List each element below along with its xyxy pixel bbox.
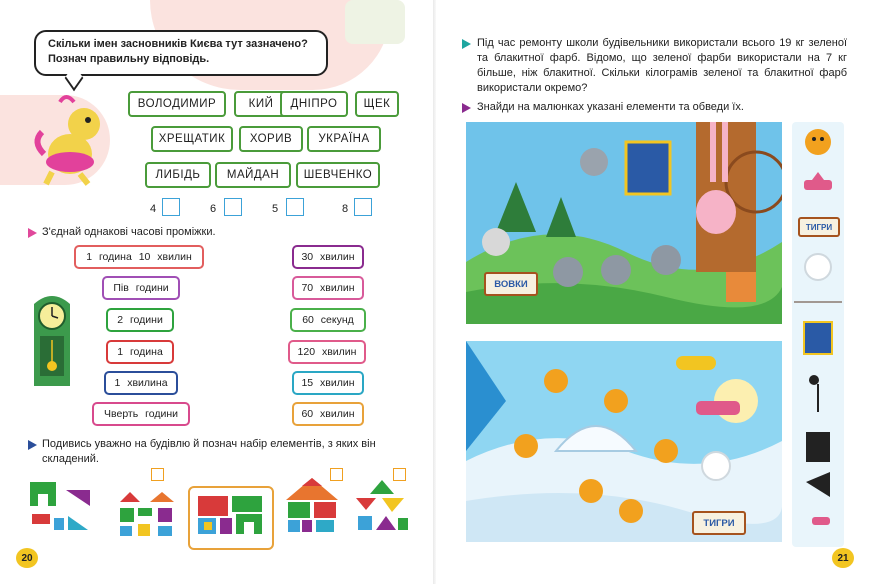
task-building-text: Подивись уважно на будівлю й познач набір елементів, з яких він складений. [42,438,376,465]
time-card[interactable]: 70 хвилин [292,276,364,300]
answer-checkbox[interactable] [354,198,372,216]
time-card[interactable]: 1 година [106,340,174,364]
building-option[interactable] [116,488,186,540]
task-marker-icon [462,39,471,49]
time-card[interactable]: 2 години [106,308,174,332]
option-checkbox[interactable] [151,468,164,481]
name-card[interactable]: ЩЕК [355,91,399,117]
speech-bubble [34,30,328,76]
tigers-picture[interactable] [466,341,782,542]
building-option-selected[interactable] [188,486,274,550]
time-card[interactable]: Чверть години [92,402,190,426]
name-card[interactable]: ХОРИВ [239,126,303,152]
strip-sign-tigers: ТИГРИ [798,217,840,237]
sign-tigers: ТИГРИ [692,511,746,535]
wolves-choir-picture[interactable] [466,122,782,324]
answer-number: 6 [210,203,217,215]
task-paint-text: Під час ремонту школи будівельники використали всього 19 кг зеленої та блакитної фарб. Відомо, що зеленої фарби використали на 7 кг більше, ніж блакитної. Скільки кілограмів зеленої та блакитної фарб використали окремо? [477,37,847,94]
speech-text: Скільки імен засновників Києва тут зазначено? Познач правильну відповідь. [48,38,308,65]
building-picture [190,488,272,548]
name-card[interactable]: МАЙДАН [215,162,291,188]
name-card[interactable]: ВОЛОДИМИР [128,91,226,117]
time-card[interactable]: Пів години [102,276,180,300]
task-marker-icon [28,228,37,238]
sign-wolves: ВОВКИ [484,272,538,296]
answer-checkbox[interactable] [224,198,242,216]
time-card[interactable]: 1 година 10 хвилин [74,245,204,269]
time-card[interactable]: 15 хвилин [292,371,364,395]
elements-icons [792,122,844,547]
puzzle-decor [345,0,405,44]
time-card[interactable]: 60 хвилин [292,402,364,426]
answer-checkbox[interactable] [286,198,304,216]
answer-number: 4 [150,203,157,215]
name-card[interactable]: ШЕВЧЕНКО [296,162,380,188]
task-marker-icon [28,440,37,450]
building-option[interactable] [28,480,98,540]
time-card[interactable]: 60 секунд [290,308,366,332]
page-number: 20 [16,548,38,568]
name-card[interactable]: УКРАЇНА [307,126,381,152]
answer-number: 8 [342,203,349,215]
building-option[interactable] [352,476,412,542]
answer-checkbox[interactable] [162,198,180,216]
grandfather-clock-icon [24,290,80,390]
elements-to-find-strip [792,122,844,547]
name-card[interactable]: ДНІПРО [280,91,348,117]
task-match-text: З'єднай однакові часові проміжки. [42,226,216,238]
task-find-text: Знайди на малюнках указані елементи та обведи їх. [477,101,744,113]
name-card[interactable]: ХРЕЩАТИК [151,126,233,152]
name-card[interactable]: ЛИБІДЬ [145,162,211,188]
dragon-mascot [22,92,110,187]
page-number: 21 [832,548,854,568]
task-marker-icon [462,103,471,113]
time-card[interactable]: 30 хвилин [292,245,364,269]
time-card[interactable]: 120 хвилин [288,340,366,364]
left-page [0,0,434,584]
answer-number: 5 [272,203,279,215]
building-option[interactable] [282,476,342,542]
name-card[interactable]: КИЙ [234,91,288,117]
time-card[interactable]: 1 хвилина [104,371,178,395]
